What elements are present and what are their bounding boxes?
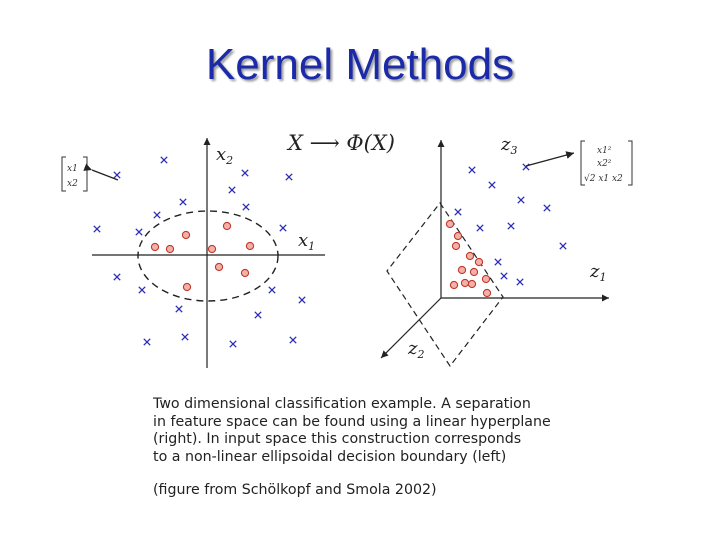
circle-marker [215,263,222,270]
z2-axis-label: $z_2$ [408,338,425,361]
cross-marker [544,205,550,211]
caption-line: in feature space can be found using a linear hyperplane [153,413,551,430]
z1-axis-label: $z_1$ [590,261,607,284]
feature-vector-entry: √2 x1 x2 [584,174,623,184]
cross-marker [299,297,305,303]
cross-marker [477,225,483,231]
input-vector-entry: x2 [67,179,78,189]
cross-marker [489,182,495,188]
cross-marker [144,339,150,345]
input-vector-arrow [92,170,118,180]
circle-marker [151,243,158,250]
caption-line: Two dimensional classification example. A separation [153,396,531,412]
cross-marker [229,187,235,193]
ellipsoidal-decision-boundary [138,211,278,301]
cross-marker [136,229,142,235]
feature-vector [526,141,632,185]
circle-marker [454,232,461,239]
circle-marker [246,242,253,249]
cross-marker [290,337,296,343]
cross-marker [180,199,186,205]
input-circles [151,222,253,290]
circle-marker [470,268,477,275]
circle-marker [475,258,482,265]
slide-title: Kernel Methods [205,40,515,89]
z3-axis-label: $z_3$ [501,134,518,157]
input-crosses [94,157,305,347]
cross-marker [139,287,145,293]
feature-vector-entry: x1² [597,146,612,156]
cross-marker [176,306,182,312]
cross-marker [255,312,261,318]
circle-marker [223,222,230,229]
cross-marker [154,212,160,218]
cross-marker [243,204,249,210]
circle-marker [452,242,459,249]
cross-marker [269,287,275,293]
circle-marker [461,279,468,286]
x2-axis-label: $x_2$ [216,144,234,167]
circle-marker [183,283,190,290]
cross-marker [518,197,524,203]
circle-marker [446,220,453,227]
circle-marker [241,269,248,276]
x1-axis-label: $x_1$ [298,230,316,253]
cross-marker [114,172,120,178]
cross-marker [508,223,514,229]
feature-vector-entry: x2² [597,159,612,169]
cross-marker [501,273,507,279]
cross-marker [161,157,167,163]
feature-crosses [455,164,566,285]
figure-credit: (figure from Schölkopf and Smola 2002) [153,482,437,498]
cross-marker [495,259,501,265]
cross-marker [242,170,248,176]
cross-marker [182,334,188,340]
circle-marker [458,266,465,273]
figure-caption [153,396,593,466]
circle-marker [450,281,457,288]
input-vector [62,157,118,191]
cross-marker [286,174,292,180]
input-vector-entry: x1 [67,164,78,174]
circle-marker [182,231,189,238]
feature-space-plot [381,134,609,366]
feature-vector-arrow [526,153,574,166]
circle-marker [482,275,489,282]
cross-marker [469,167,475,173]
circle-marker [166,245,173,252]
cross-marker [517,279,523,285]
input-space-plot [92,138,325,368]
separating-hyperplane [387,203,503,366]
circle-marker [208,245,215,252]
circle-marker [468,280,475,287]
mapping-label: X ⟶ Φ(X) [288,131,395,155]
cross-marker [114,274,120,280]
cross-marker [94,226,100,232]
circle-marker [466,252,473,259]
circle-marker [483,289,490,296]
caption-line: to a non-linear ellipsoidal decision boundary (left) [153,448,507,465]
caption-line: (right). In input space this construction corresponds [153,431,522,447]
cross-marker [280,225,286,231]
feature-circles [446,220,490,296]
cross-marker [230,341,236,347]
cross-marker [560,243,566,249]
cross-marker [455,209,461,215]
